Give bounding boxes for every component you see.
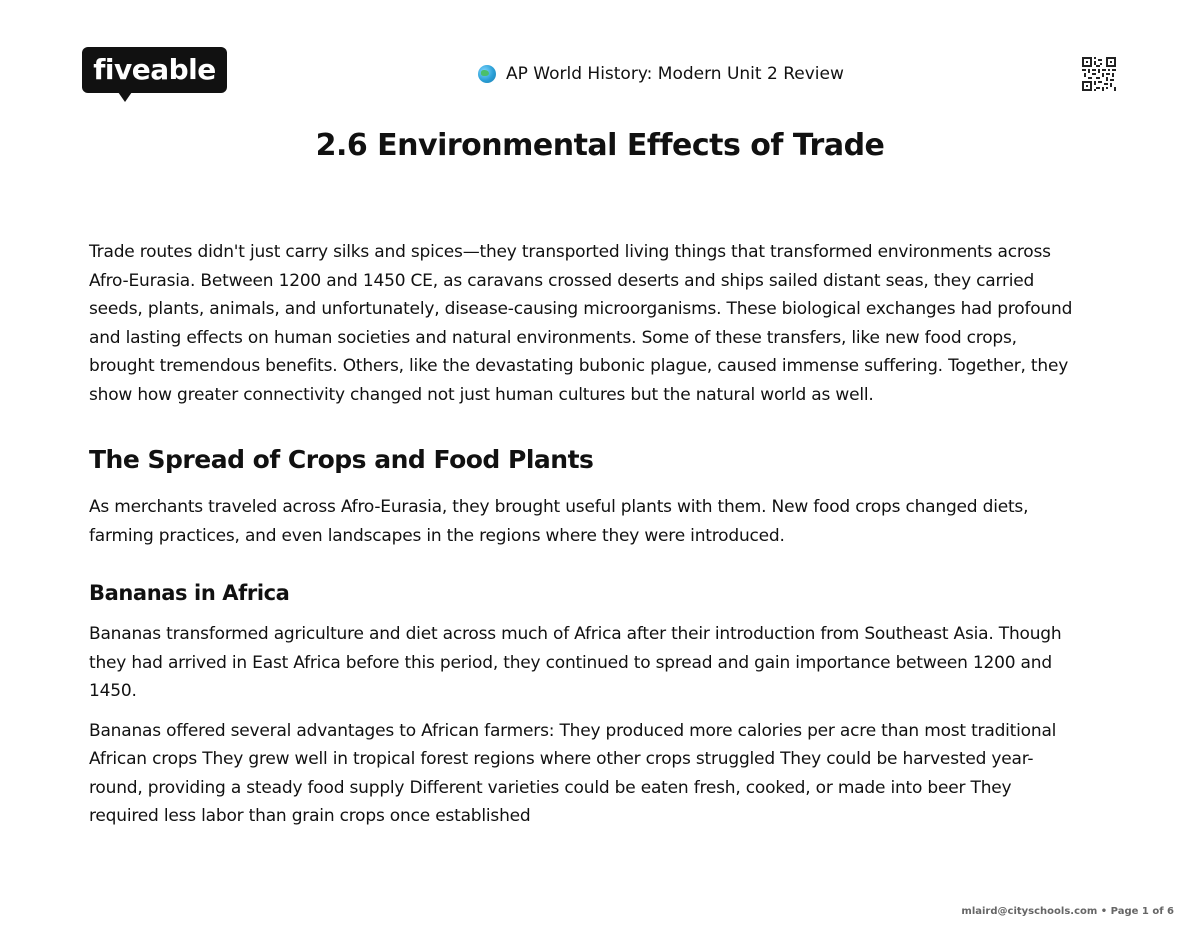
globe-icon bbox=[478, 65, 496, 83]
subsection-heading-bananas: Bananas in Africa bbox=[89, 581, 290, 605]
course-title: AP World History: Modern Unit 2 Review bbox=[506, 64, 844, 84]
intro-paragraph: Trade routes didn't just carry silks and spices—they transported living things that transformed environments across Afro-Eurasia. Between 1200 and 1450 CE, as caravans crossed deserts and ships sailed distant seas, they carried seeds, plants, animals, and unfortunately, disease-causing microorganisms. These biological exchanges had profound and lasting effects on human societies and natural environments. Some of these transfers, like new food crops, brought tremendous benefits. Others, like the devastating bubonic plague, caused immense suffering. Together, they show how greater connectivity changed not just human cultures but the natural world as well. bbox=[89, 242, 1073, 405]
section-paragraph-crops: As merchants traveled across Afro-Eurasia, they brought useful plants with them. New food crops changed diets, farming practices, and even landscapes in the regions where they were introduced. bbox=[89, 497, 1029, 546]
qr-code-icon bbox=[1082, 57, 1116, 91]
section-heading-crops: The Spread of Crops and Food Plants bbox=[89, 445, 594, 474]
course-header bbox=[478, 62, 844, 86]
logo-speech-tail bbox=[118, 92, 132, 102]
document-body bbox=[89, 238, 1079, 842]
page-footer: mlaird@cityschools.com • Page 1 of 6 bbox=[961, 906, 1174, 917]
bananas-paragraph-1: Bananas transformed agriculture and diet across much of Africa after their introduction from Southeast Asia. Though they had arrived in East Africa before this period, they continued to spread and gain importance between 1200 and 1450. bbox=[89, 624, 1062, 701]
bananas-paragraph-2: Bananas offered several advantages to African farmers: They produced more calories per acre than most traditional African crops They grew well in tropical forest regions where other crops struggled They could be harvested year-round, providing a steady food supply Different varieties could be eaten fresh, cooked, or made into beer They required less labor than grain crops once established bbox=[89, 720, 1057, 826]
page-title: 2.6 Environmental Effects of Trade bbox=[315, 128, 885, 163]
fiveable-logo[interactable]: fiveable bbox=[82, 47, 227, 93]
